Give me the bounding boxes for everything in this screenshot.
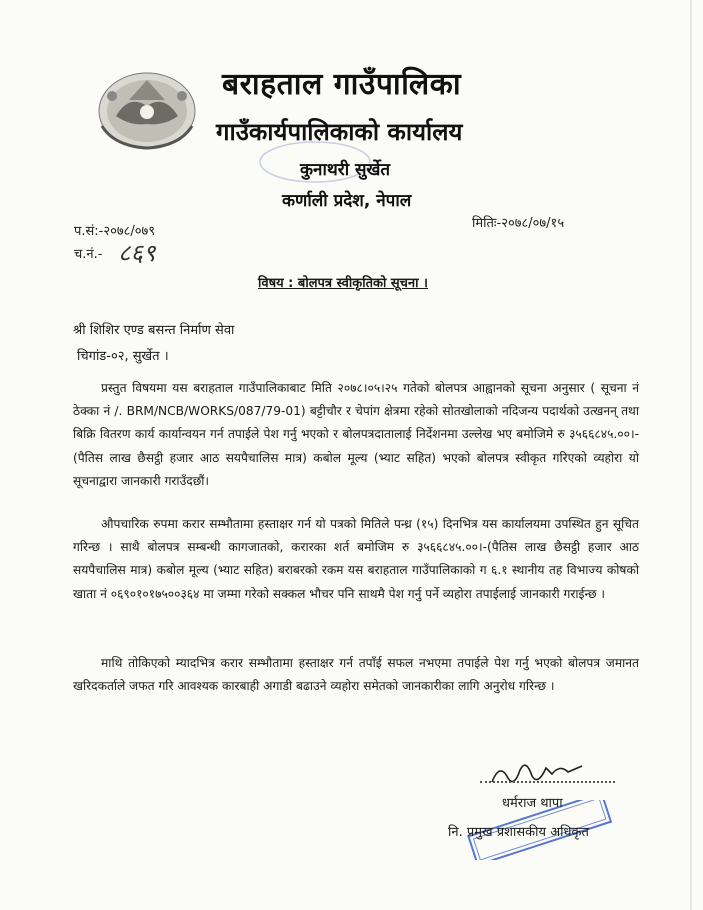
body-paragraph-2: औपचारिक रुपमा करार सम्भौतामा हस्ताक्षर गर्न यो पत्रको मितिले पन्ध्र (१५) दिनभित्र यस कार्यालयमा उपस्थित हुन सूचित गरिन्छ । साथै बोलपत्र सम्बन्धी कागजातको, करारका शर्त बमोजिम रु ३५६६८४५.००।-(पैतिस लाख छैसट्ठी हजार आठ सयपैचालिस मात्र) कबोल मूल्य (भ्याट सहित) बराबरको रकम यस बराहताल गाउँपालिकाको ग ६.१ स्थानीय तह विभाज्य कोषको खाता नं ०६९०१०१७५००३६४ मा जम्मा गरेको सक्कल भौचर पनि साथमै पेश गर्नु पर्ने व्यहोरा तपाईलाई जानकारी गराईन्छ । [73, 517, 639, 601]
letter-subject: विषय : बोलपत्र स्वीकृतिको सूचना । [258, 276, 428, 291]
nepal-emblem-icon [94, 66, 200, 152]
recipient-name: श्री शिशिर एण्ड बसन्त निर्माण सेवा [73, 323, 235, 338]
office-subtitle: गाउँकार्यपालिकाको कार्यालय [216, 118, 463, 146]
paper-edge [690, 0, 692, 910]
office-location: कुनाथरी सुर्खेत [300, 160, 391, 180]
signatory-name: धर्मराज थापा [502, 796, 563, 811]
recipient-address: चिगांड-०२, सुर्खेत । [77, 349, 169, 364]
dispatch-number-label: च.नं.- [74, 247, 103, 262]
office-province: कर्णाली प्रदेश, नेपाल [282, 191, 412, 211]
handwritten-signature-icon [486, 752, 596, 792]
office-name: बराहताल गाउँपालिका [222, 67, 462, 102]
body-paragraph-3: माथि तोकिएको म्यादभित्र करार सम्भौतामा हस्ताक्षर गर्न तपाँई सफल नभएमा तपाईले पेश गर्नु भएको बोलपत्र जमानत खरिदकर्ताले जफत गरि आवश्यक कारबाही अगाडी बढाउने व्यहोरा समेतको जानकारीका लागि अनुरोध गरिन्छ । [73, 656, 639, 694]
signature-line [480, 781, 615, 783]
letter-number: प.सं:-२०७८/०७९ [74, 224, 156, 239]
dispatch-number-handwritten: ८६९ [118, 239, 156, 267]
signatory-title: नि. प्रमुख प्रशासकीय अधिकृत [448, 825, 589, 840]
letter-date: मितिः-२०७८/०७/१५ [472, 216, 565, 231]
body-paragraph-1: प्रस्तुत विषयमा यस बराहताल गाउँपालिकाबाट मिति २०७८।०५।२५ गतेको बोलपत्र आह्वानको सूचना अनुसार ( सूचना नं ठेक्का नं /. BRM/NCB/WORKS/087/79-01) बट्टीचौर र चेपांग क्षेत्रमा रहेको सोतखोलाको नदिजन्य पदार्थको उत्खनन् तथा बिक्रि वितरण कार्य कार्यान्वयन गर्न तपाईले पेश गर्नु भएको र बोलपत्रदातालाई निर्देशनमा उल्लेख भए बमोजिमे रु ३५६६८४५.००।- (पैतिस लाख छैसट्ठी हजार आठ सयपैचालिस मात्र) कबोल मूल्य (भ्याट सहित) भएको बोलपत्र स्वीकृत गरिएको व्यहोरा यो सूचनाद्वारा जानकारी गराउँदछौं। [73, 381, 639, 488]
